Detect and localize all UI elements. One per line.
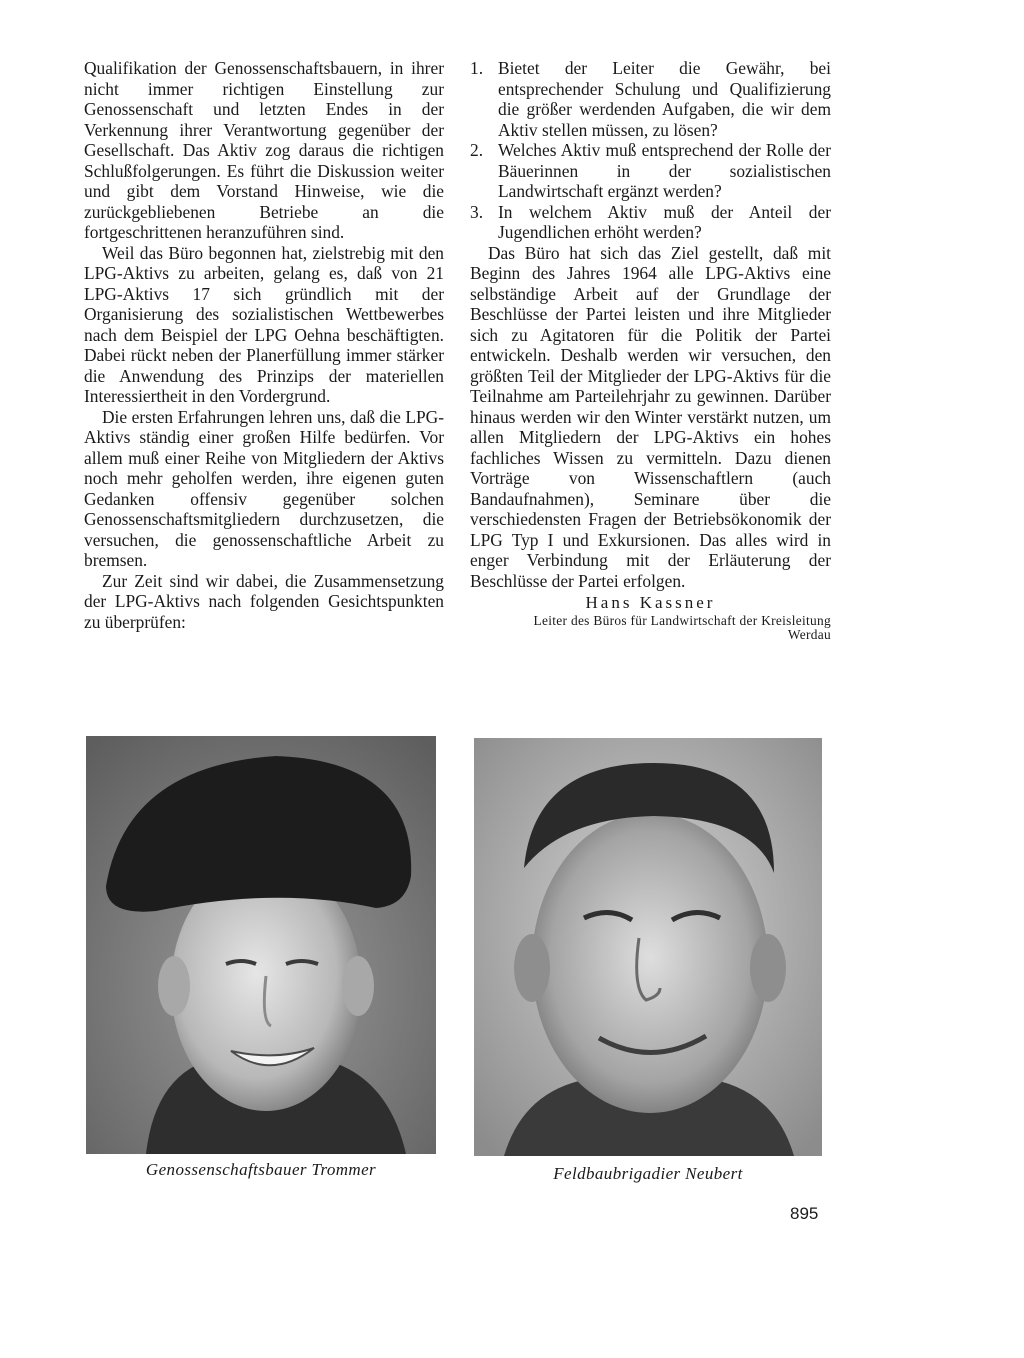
paragraph: Qualifikation der Genossenschaftsbauern, in ihrer nicht immer richtigen Einstellung zur Genossenschaft und letzten Endes in der Verkennung ihrer Verantwortung gegenüber der Gesellschaft. Das Aktiv zog daraus die richtigen Schlußfolgerungen. Es führt die Diskussion weiter und gibt dem Vorstand Hinweise, wie die zurückgebliebenen Betriebe an die fortgeschrittenen heranzuführen sind.: [84, 58, 444, 242]
question-list: [470, 58, 831, 243]
list-item-text: In welchem Aktiv muß der Anteil der Jugendlichen erhöht werden?: [498, 201, 831, 242]
page-number: 895: [790, 1204, 819, 1223]
list-item: [470, 140, 831, 202]
list-item-text: Welches Aktiv muß entsprechend der Rolle der Bäuerinnen in der sozialistischen Landwirtschaft ergänzt werden?: [498, 140, 831, 201]
portrait-photo-trommer: [86, 736, 436, 1154]
author-name: Hans Kassner: [585, 593, 716, 612]
portrait-image: [86, 736, 436, 1154]
list-item: [470, 58, 831, 140]
paragraph: Zur Zeit sind wir dabei, die Zusammensetzung der LPG-Aktivs nach folgenden Gesichtspunkten zu überprüfen:: [84, 570, 444, 632]
portrait-photo-neubert: [474, 738, 822, 1156]
right-text-column: [470, 58, 831, 643]
paragraph: Weil das Büro begonnen hat, zielstrebig mit den LPG-Aktivs zu arbeiten, gelang es, daß von 21 LPG-Aktivs 17 sich gründlich mit der Organisierung des sozialistischen Wettbewerbes nach dem Beispiel der LPG Oehna beschäftigten. Dabei rückt neben der Planerfüllung immer stärker die Anwendung des Prinzips der materiellen Interessiertheit in den Vordergrund.: [84, 242, 444, 406]
list-item: [470, 202, 831, 243]
photo-caption: Feldbaubrigadier Neubert: [553, 1164, 743, 1183]
list-number: 3.: [470, 201, 484, 222]
left-text-column: [84, 58, 444, 632]
portrait-image: [474, 738, 822, 1156]
list-number: 2.: [470, 140, 484, 160]
author-role: Leiter des Büros für Landwirtschaft der Kreisleitung Werdau: [533, 612, 831, 642]
list-number: 1.: [470, 58, 484, 78]
paragraph: Die ersten Erfahrungen lehren uns, daß die LPG-Aktivs ständig einer großen Hilfe bedürfen. Vor allem muß einer Reihe von Mitgliedern der Aktivs noch mehr geholfen werden, ihre eigenen guten Gedanken offensiv gegenüber solchen Genossenschaftsmitgliedern durchzusetzen, die versuchen, die genossenschaftliche Arbeit zu bremsen.: [84, 406, 444, 570]
paragraph: Das Büro hat sich das Ziel gestellt, daß mit Beginn des Jahres 1964 alle LPG-Aktivs eine selbständige Arbeit auf der Grundlage der Beschlüsse der Partei leisten und ihre Mitglieder sich zu Agitatoren für die Politik der Partei entwickeln. Deshalb werden wir versuchen, den größten Teil der Mitglieder der LPG-Aktivs für die Teilnahme am Parteilehrjahr zu gewinnen. Darüber hinaus werden wir den Winter verstärkt nutzen, um allen Mitgliedern der LPG-Aktivs ein hohes fachliches Wissen zu vermitteln. Dazu dienen Vorträge von Wissenschaftlern (auch Bandaufnahmen), Seminare über die verschiedensten Fragen der Betriebsökonomik der LPG Typ I und Exkursionen. Das alles wird in enger Verbindung mit der Erläuterung der Beschlüsse der Partei erfolgen.: [470, 242, 831, 591]
photo-caption: Genossenschaftsbauer Trommer: [145, 1160, 377, 1179]
list-item-text: Bietet der Leiter die Gewähr, bei entsprechender Schulung und Qualifizierung die größer werdenden Aufgaben, die wir dem Aktiv stellen müssen, zu lösen?: [498, 58, 831, 140]
